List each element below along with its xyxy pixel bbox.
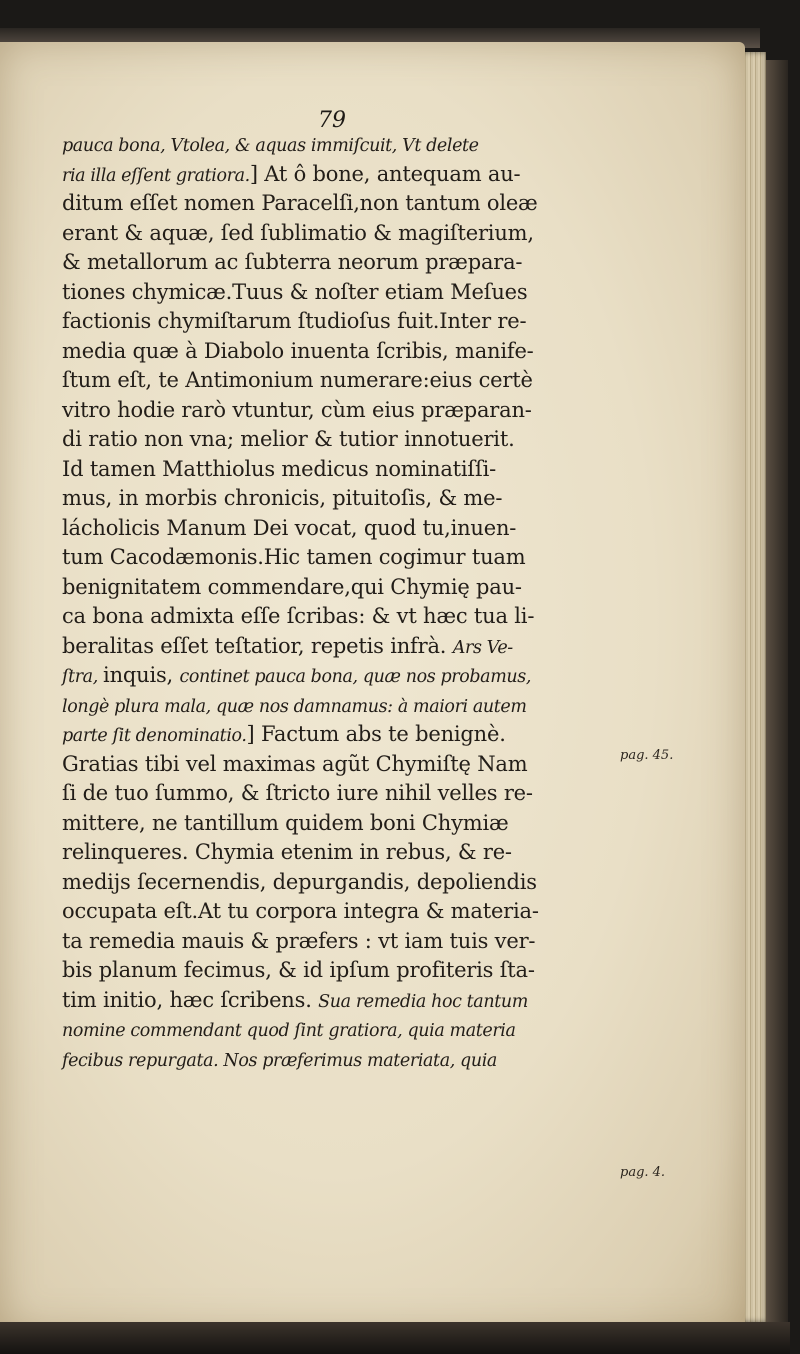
text-line — [62, 484, 618, 514]
text-segment: benignitatem commendare,qui Chymię pau- — [62, 574, 522, 599]
text-line — [62, 897, 618, 927]
text-line — [62, 160, 618, 190]
text-segment: beralitas eſſet teſtatior, repetis infrà. — [62, 633, 453, 658]
body-text — [62, 130, 618, 1074]
text-segment: ſi de tuo ſummo, & ſtricto iure nihil velles re- — [62, 781, 533, 805]
text-line — [62, 189, 618, 219]
text-line — [62, 809, 618, 839]
text-line — [62, 248, 618, 278]
italic-text-segment: parte ſit denominatio. — [62, 726, 247, 746]
text-segment: Gratias tibi vel maximas agũt Chymiſtę Nam — [62, 751, 528, 776]
text-segment: Id tamen Matthiolus medicus nominatiſſi- — [62, 456, 496, 481]
text-line — [62, 425, 618, 455]
text-segment: medijs ſecernendis, depurgandis, depoliendis — [62, 869, 537, 894]
text-line — [62, 661, 618, 691]
text-segment: inquis, — [103, 663, 180, 687]
text-line — [62, 868, 618, 898]
italic-text-segment: Sua remedia hoc tantum — [318, 991, 528, 1012]
text-segment: bis planum fecimus, & id ipſum profiteris ſta- — [62, 958, 535, 982]
text-segment: tum Cacodæmonis.Hic tamen cogimur tuam — [62, 545, 526, 569]
text-segment: tiones chymicæ.Tuus & noſter etiam Meſues — [62, 279, 528, 304]
text-line — [62, 573, 618, 603]
text-segment: & metallorum ac ſubterra neorum præpara- — [62, 250, 523, 274]
page-bottom-shadow — [0, 1322, 790, 1354]
margin-note-pag-45: pag. 45. — [620, 748, 674, 763]
text-segment: factionis chymiſtarum ſtudioſus fuit.Inter re- — [62, 309, 527, 333]
text-segment: ca bona admixta eſſe ſcribas: & vt hæc tua li- — [62, 604, 535, 628]
text-segment: erant & aquæ, ſed ſublimatio & magiſterium, — [62, 220, 534, 245]
text-line — [62, 1015, 618, 1045]
page-number: 79 — [318, 108, 346, 133]
text-line — [62, 278, 618, 308]
text-segment: occupata eſt.At tu corpora integra & materia- — [62, 899, 539, 923]
italic-text-segment: longè plura mala, quæ nos damnamus: à maiori autem — [62, 696, 527, 717]
text-line — [62, 986, 618, 1016]
text-line — [62, 720, 618, 750]
italic-text-segment: nomine commendant quod ſint gratiora, quia materia — [62, 1021, 516, 1041]
italic-text-segment: continet pauca bona, quæ nos probamus, — [179, 667, 532, 687]
text-segment: tim initio, hæc ſcribens. — [62, 987, 319, 1012]
text-line — [62, 779, 618, 809]
text-segment: ſtum eſt, te Antimonium numerare:eius certè — [62, 368, 533, 392]
text-line — [62, 602, 618, 632]
text-line — [62, 337, 618, 367]
text-line — [62, 219, 618, 249]
book-edge-shadow — [766, 60, 788, 1322]
text-line — [62, 750, 618, 780]
text-segment: vitro hodie rarò vtuntur, cùm eius præparan- — [62, 397, 532, 422]
italic-text-segment: Ars Ve- — [452, 637, 513, 658]
text-segment: ] At ô bone, antequam au- — [249, 161, 521, 186]
text-line — [62, 956, 618, 986]
text-line — [62, 130, 618, 160]
text-segment: mus, in morbis chronicis, pituitoſis, & me- — [62, 486, 503, 510]
text-segment: mittere, ne tantillum quidem boni Chymiæ — [62, 810, 509, 835]
text-line — [62, 927, 618, 957]
text-line — [62, 1045, 618, 1075]
text-segment: ditum eſſet nomen Paracelſi,non tantum oleæ — [62, 191, 538, 215]
margin-note-pag-4: pag. 4. — [620, 1165, 666, 1180]
text-line — [62, 838, 618, 868]
text-segment: media quæ à Diabolo inuenta ſcribis, manife- — [62, 338, 534, 363]
italic-text-segment: fecibus repurgata. Nos præferimus materiata, quia — [62, 1050, 497, 1071]
italic-text-segment: ria illa eſſent gratiora. — [62, 165, 250, 186]
text-segment: ] Factum abs te benignè. — [246, 722, 506, 746]
italic-text-segment: ſtra, — [62, 667, 104, 687]
text-segment: di ratio non vna; melior & tutior innotuerit. — [62, 427, 515, 451]
text-line — [62, 307, 618, 337]
text-segment: ta remedia mauis & præfers : vt iam tuis ver- — [62, 928, 536, 953]
text-line — [62, 691, 618, 721]
italic-text-segment: pauca bona, Vtolea, & aquas immiſcuit, Vt delete — [62, 136, 479, 156]
text-line — [62, 366, 618, 396]
text-line — [62, 396, 618, 426]
text-line — [62, 543, 618, 573]
text-segment: lácholicis Manum Dei vocat, quod tu,inuen- — [62, 515, 517, 540]
text-line — [62, 455, 618, 485]
text-line — [62, 514, 618, 544]
text-line — [62, 632, 618, 662]
text-segment: relinqueres. Chymia etenim in rebus, & re- — [62, 840, 512, 864]
